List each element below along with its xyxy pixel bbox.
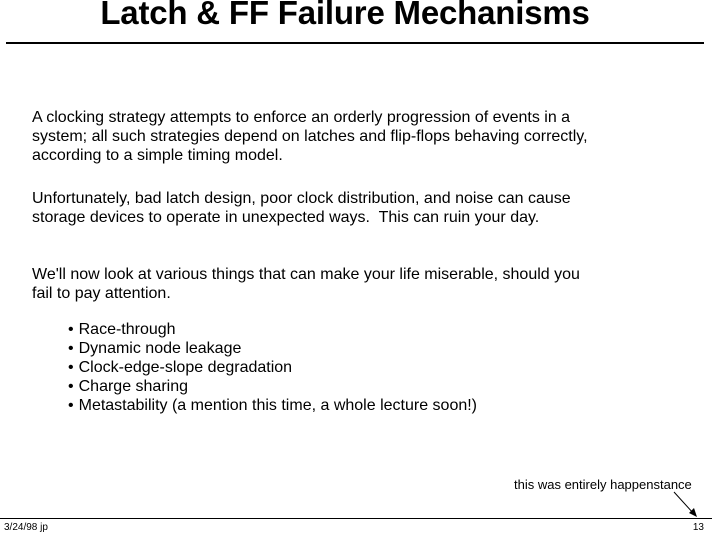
bullet-list	[68, 320, 477, 415]
paragraph-clocking-strategy	[32, 108, 588, 165]
paragraph-line: We'll now look at various things that can make your life miserable, should you	[32, 266, 580, 283]
footer-date-author: 3/24/98 jp	[4, 522, 48, 533]
list-item	[68, 320, 477, 339]
list-item-text: Race-through	[78, 321, 176, 338]
title-divider	[6, 42, 704, 44]
list-item-text: Metastability (a mention this time, a whole lecture soon!)	[78, 397, 478, 414]
list-item-text: Clock-edge-slope degradation	[78, 359, 293, 376]
paragraph-line: fail to pay attention.	[32, 285, 171, 302]
paragraph-line: Unfortunately, bad latch design, poor clock distribution, and noise can cause	[32, 190, 571, 207]
paragraph-failure-causes	[32, 189, 571, 227]
slide-title: Latch & FF Failure Mechanisms	[100, 0, 590, 31]
list-item	[68, 396, 477, 415]
bullet-dot: •	[68, 378, 74, 395]
annotation-text: this was entirely happenstance	[514, 477, 692, 492]
list-item-text: Dynamic node leakage	[78, 340, 242, 357]
paragraph-line: storage devices to operate in unexpected ways. This can ruin your day.	[32, 209, 540, 226]
paragraph-line: A clocking strategy attempts to enforce an orderly progression of events in a	[32, 109, 571, 126]
list-item	[68, 358, 477, 377]
bullet-dot: •	[68, 359, 74, 376]
paragraph-line: according to a simple timing model.	[32, 147, 283, 164]
bullet-dot: •	[68, 340, 74, 357]
paragraph-overview	[32, 265, 580, 303]
page-number: 13	[692, 522, 704, 533]
footer-divider	[0, 518, 712, 519]
list-item	[68, 377, 477, 396]
list-item-text: Charge sharing	[78, 378, 189, 395]
paragraph-line: system; all such strategies depend on latches and flip-flops behaving correctly,	[32, 128, 588, 145]
bullet-dot: •	[68, 397, 74, 414]
bullet-dot: •	[68, 321, 74, 338]
list-item	[68, 339, 477, 358]
